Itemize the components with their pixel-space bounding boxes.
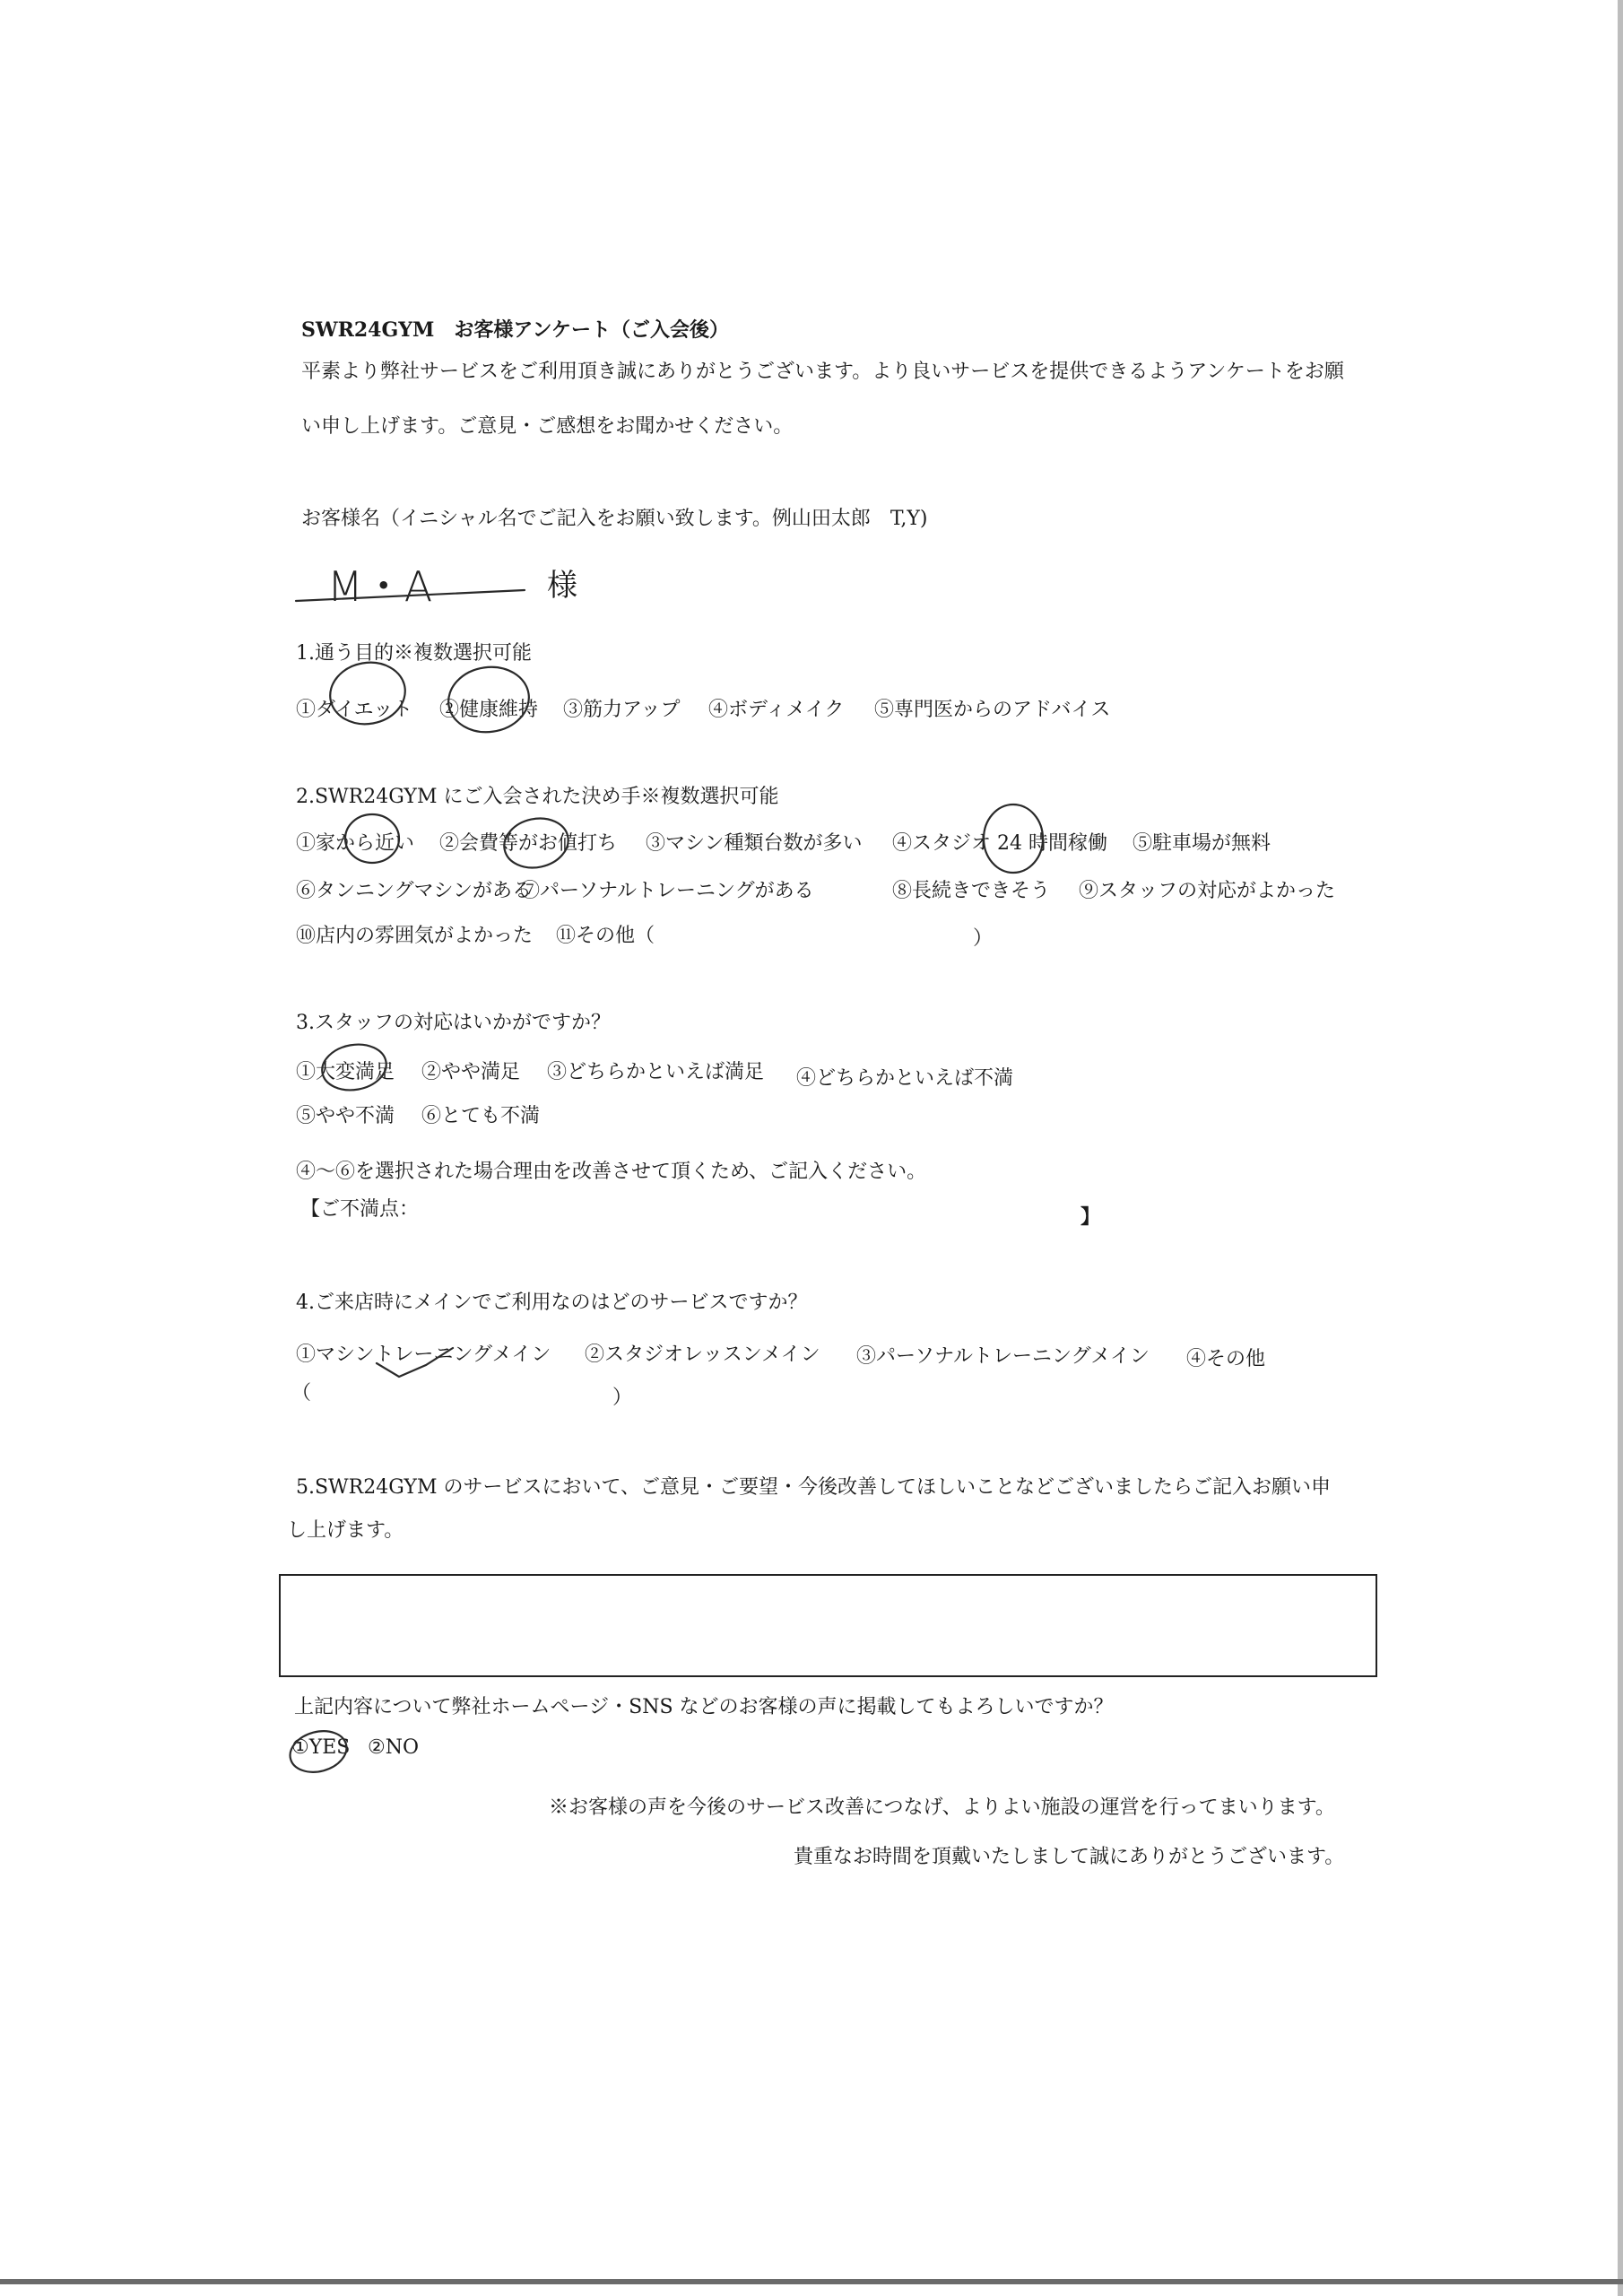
q1-option-2[interactable]: ②健康維持 — [439, 699, 539, 721]
q3-title: 3.スタッフの対応はいかがですか？ — [296, 1012, 611, 1034]
footer-note: ※お客様の声を今後のサービス改善につなげ、よりよい施設の運営を行ってまいります。 — [549, 1796, 1335, 1819]
q2-option-6[interactable]: ⑥タンニングマシンがある — [296, 880, 533, 902]
q2-option-4[interactable]: ④スタジオ 24 時間稼働 — [892, 832, 1107, 855]
q3-option-5[interactable]: ⑤やや不満 — [296, 1105, 395, 1127]
q5-title-line-2: し上げます。 — [287, 1519, 404, 1542]
honorific-sama: 様 — [547, 568, 577, 604]
q3-note: ④～⑥を選択された場合理由を改善させて頂くため、ご記入ください。 — [296, 1161, 927, 1183]
q2-option-5[interactable]: ⑤駐車場が無料 — [1133, 832, 1271, 855]
q4-option-2[interactable]: ②スタジオレッスンメイン — [585, 1344, 820, 1366]
intro-line-1: 平素より弊社サービスをご利用頂き誠にありがとうございます。より良いサービスを提供できるようアンケートをお願 — [301, 361, 1344, 383]
intro-line-2: い申し上げます。ご意見・ご感想をお聞かせください。 — [301, 415, 794, 438]
q3-option-6[interactable]: ⑥とても不満 — [421, 1105, 541, 1127]
q2-option-1[interactable]: ①家から近い — [296, 832, 415, 855]
q4-other-close-paren: ） — [612, 1387, 633, 1409]
q3-option-1[interactable]: ①大変満足 — [296, 1061, 395, 1083]
q2-title: 2.SWR24GYM にご入会された決め手※複数選択可能 — [296, 786, 779, 808]
q4-option-1[interactable]: ①マシントレーニングメイン — [296, 1344, 551, 1366]
q4-option-3[interactable]: ③パーソナルトレーニングメイン — [856, 1345, 1150, 1368]
survey-title: SWR24GYM お客様アンケート（ご入会後） — [301, 318, 730, 342]
q1-title: 1.通う目的※複数選択可能 — [296, 642, 532, 665]
q4-title: 4.ご来店時にメインでご利用なのはどのサービスですか？ — [296, 1292, 808, 1314]
q3-option-2[interactable]: ②やや満足 — [421, 1061, 521, 1083]
q2-option-7[interactable]: ⑦パーソナルトレーニングがある — [520, 880, 814, 902]
q1-option-3[interactable]: ③筋力アップ — [563, 699, 681, 721]
q2-option-3[interactable]: ③マシン種類台数が多い — [646, 832, 863, 855]
q2-option-11[interactable]: ⑪その他（ — [556, 925, 655, 947]
q3-option-3[interactable]: ③どちらかといえば満足 — [547, 1061, 765, 1083]
q4-other-open-paren: （ — [291, 1382, 312, 1405]
q3-option-4[interactable]: ④どちらかといえば不満 — [796, 1067, 1014, 1090]
q3-complaint-label: 【ご不満点： — [300, 1198, 420, 1221]
q4-option-4[interactable]: ④その他 — [1186, 1348, 1266, 1370]
q2-other-close-paren: ） — [973, 927, 994, 950]
q5-comment-box[interactable] — [279, 1574, 1377, 1677]
customer-name-handwritten[interactable]: M・A — [327, 562, 433, 611]
q2-option-10[interactable]: ⑩店内の雰囲気がよかった — [296, 925, 534, 947]
publish-no[interactable]: ②NO — [368, 1736, 420, 1759]
footer-thanks: 貴重なお時間を頂戴いたしまして誠にありがとうございます。 — [794, 1846, 1345, 1868]
q1-option-1[interactable]: ①ダイエット — [296, 699, 413, 721]
publish-question: 上記内容について弊社ホームページ・SNS などのお客様の声に掲載してもよろしいですか？ — [294, 1696, 1114, 1718]
scan-edge-bottom — [0, 2279, 1623, 2284]
q3-complaint-close: 】 — [1081, 1205, 1101, 1229]
q2-option-9[interactable]: ⑨スタッフの対応がよかった — [1079, 880, 1336, 902]
q1-option-5[interactable]: ⑤専門医からのアドバイス — [874, 699, 1111, 721]
q5-title-line-1: 5.SWR24GYM のサービスにおいて、ご意見・ご要望・今後改善してほしいことなどございましたらご記入お願い申 — [296, 1476, 1332, 1499]
q2-option-2[interactable]: ②会費等がお値打ち — [439, 832, 618, 855]
scan-edge-right — [1618, 0, 1623, 2296]
publish-yes[interactable]: ①YES — [291, 1736, 351, 1759]
q1-option-4[interactable]: ④ボディメイク — [708, 699, 845, 721]
q2-option-8[interactable]: ⑧長続きできそう — [892, 880, 1051, 902]
customer-name-label: お客様名（イニシャル名でご記入をお願い致します。例山田太郎 T,Y) — [301, 508, 928, 530]
